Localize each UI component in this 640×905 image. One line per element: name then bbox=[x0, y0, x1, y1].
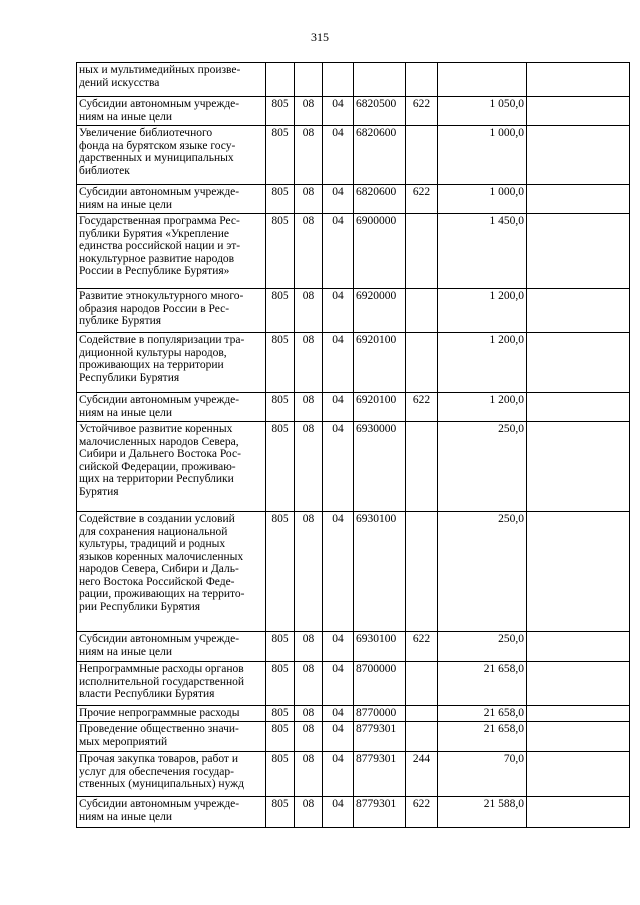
row-ved-cell: 805 bbox=[266, 422, 295, 512]
table-row bbox=[77, 393, 630, 422]
row-sum-cell bbox=[438, 63, 527, 97]
row-rz-cell: 08 bbox=[295, 632, 323, 662]
row-vr-cell: 622 bbox=[406, 393, 438, 422]
row-vr-cell bbox=[406, 289, 438, 333]
table-row bbox=[77, 214, 630, 289]
row-pr-cell: 04 bbox=[323, 662, 354, 706]
row-empty-cell bbox=[527, 63, 630, 97]
row-empty-cell bbox=[527, 289, 630, 333]
row-name-cell: Непрограммные расходы органов исполнительной государственной власти Республики Бурятия bbox=[77, 662, 266, 706]
row-rz-cell: 08 bbox=[295, 126, 323, 185]
row-rz-cell: 08 bbox=[295, 752, 323, 797]
row-vr-cell: 244 bbox=[406, 752, 438, 797]
row-vr-cell: 622 bbox=[406, 797, 438, 828]
row-vr-cell bbox=[406, 706, 438, 722]
row-name-cell: Содействие в создании условий для сохранения национальной культуры, традиций и родных языков коренных малочисленных народов Севера, Сибири и Даль- него Востока Российской Феде- рации, проживающих на террито- рии Республики Бурятия bbox=[77, 512, 266, 632]
table-row bbox=[77, 97, 630, 126]
row-name-cell: Субсидии автономным учрежде- ниям на иные цели bbox=[77, 97, 266, 126]
row-csr-cell bbox=[354, 63, 406, 97]
row-empty-cell bbox=[527, 722, 630, 752]
row-rz-cell: 08 bbox=[295, 662, 323, 706]
row-empty-cell bbox=[527, 126, 630, 185]
row-sum-cell: 70,0 bbox=[438, 752, 527, 797]
table-row bbox=[77, 289, 630, 333]
row-empty-cell bbox=[527, 393, 630, 422]
row-pr-cell: 04 bbox=[323, 97, 354, 126]
row-name-cell: Субсидии автономным учрежде- ниям на иные цели bbox=[77, 632, 266, 662]
row-name-cell: Прочие непрограммные расходы bbox=[77, 706, 266, 722]
row-csr-cell: 6900000 bbox=[354, 214, 406, 289]
row-sum-cell: 1 000,0 bbox=[438, 185, 527, 214]
row-empty-cell bbox=[527, 512, 630, 632]
row-sum-cell: 1 200,0 bbox=[438, 393, 527, 422]
row-ved-cell: 805 bbox=[266, 97, 295, 126]
row-csr-cell: 6820600 bbox=[354, 185, 406, 214]
row-pr-cell bbox=[323, 63, 354, 97]
row-sum-cell: 21 658,0 bbox=[438, 706, 527, 722]
row-ved-cell: 805 bbox=[266, 706, 295, 722]
budget-table bbox=[76, 62, 630, 828]
row-name-cell: Содействие в популяризации тра- диционной культуры народов, проживающих на территории Республики Бурятия bbox=[77, 333, 266, 393]
table-row bbox=[77, 632, 630, 662]
row-pr-cell: 04 bbox=[323, 632, 354, 662]
row-csr-cell: 8779301 bbox=[354, 722, 406, 752]
row-pr-cell: 04 bbox=[323, 214, 354, 289]
row-vr-cell bbox=[406, 333, 438, 393]
row-sum-cell: 21 658,0 bbox=[438, 722, 527, 752]
row-rz-cell: 08 bbox=[295, 512, 323, 632]
row-pr-cell: 04 bbox=[323, 289, 354, 333]
row-pr-cell: 04 bbox=[323, 797, 354, 828]
row-vr-cell bbox=[406, 422, 438, 512]
row-vr-cell bbox=[406, 63, 438, 97]
table-row bbox=[77, 63, 630, 97]
row-name-cell: Субсидии автономным учрежде- ниям на иные цели bbox=[77, 185, 266, 214]
row-ved-cell: 805 bbox=[266, 662, 295, 706]
row-pr-cell: 04 bbox=[323, 706, 354, 722]
row-ved-cell: 805 bbox=[266, 214, 295, 289]
row-ved-cell: 805 bbox=[266, 333, 295, 393]
row-sum-cell: 1 200,0 bbox=[438, 289, 527, 333]
row-csr-cell: 6920100 bbox=[354, 333, 406, 393]
row-csr-cell: 6930100 bbox=[354, 632, 406, 662]
page-number: 315 bbox=[311, 30, 329, 44]
row-vr-cell bbox=[406, 126, 438, 185]
row-rz-cell: 08 bbox=[295, 706, 323, 722]
row-sum-cell: 250,0 bbox=[438, 512, 527, 632]
row-pr-cell: 04 bbox=[323, 512, 354, 632]
row-empty-cell bbox=[527, 185, 630, 214]
row-ved-cell: 805 bbox=[266, 752, 295, 797]
row-vr-cell bbox=[406, 722, 438, 752]
row-pr-cell: 04 bbox=[323, 722, 354, 752]
row-ved-cell: 805 bbox=[266, 797, 295, 828]
row-rz-cell: 08 bbox=[295, 797, 323, 828]
row-name-cell: Увеличение библиотечного фонда на бурятском языке госу- дарственных и муниципальных библиотек bbox=[77, 126, 266, 185]
row-sum-cell: 1 450,0 bbox=[438, 214, 527, 289]
table-row bbox=[77, 512, 630, 632]
row-ved-cell: 805 bbox=[266, 632, 295, 662]
row-rz-cell: 08 bbox=[295, 333, 323, 393]
row-ved-cell bbox=[266, 63, 295, 97]
row-ved-cell: 805 bbox=[266, 126, 295, 185]
row-csr-cell: 8779301 bbox=[354, 752, 406, 797]
row-name-cell: Субсидии автономным учрежде- ниям на иные цели bbox=[77, 393, 266, 422]
row-csr-cell: 6820500 bbox=[354, 97, 406, 126]
table-row bbox=[77, 422, 630, 512]
table-row bbox=[77, 752, 630, 797]
table-row bbox=[77, 185, 630, 214]
row-sum-cell: 1 200,0 bbox=[438, 333, 527, 393]
table-row bbox=[77, 333, 630, 393]
row-name-cell: Развитие этнокультурного много- образия народов России в Рес- публике Бурятия bbox=[77, 289, 266, 333]
row-ved-cell: 805 bbox=[266, 393, 295, 422]
row-empty-cell bbox=[527, 422, 630, 512]
row-rz-cell: 08 bbox=[295, 97, 323, 126]
row-rz-cell: 08 bbox=[295, 214, 323, 289]
table-row bbox=[77, 706, 630, 722]
row-pr-cell: 04 bbox=[323, 422, 354, 512]
row-ved-cell: 805 bbox=[266, 512, 295, 632]
row-vr-cell: 622 bbox=[406, 185, 438, 214]
row-vr-cell bbox=[406, 214, 438, 289]
row-rz-cell bbox=[295, 63, 323, 97]
row-rz-cell: 08 bbox=[295, 722, 323, 752]
row-empty-cell bbox=[527, 797, 630, 828]
row-empty-cell bbox=[527, 706, 630, 722]
row-name-cell: Субсидии автономным учрежде- ниям на иные цели bbox=[77, 797, 266, 828]
row-csr-cell: 6930000 bbox=[354, 422, 406, 512]
row-csr-cell: 6820600 bbox=[354, 126, 406, 185]
row-sum-cell: 21 588,0 bbox=[438, 797, 527, 828]
row-sum-cell: 21 658,0 bbox=[438, 662, 527, 706]
row-rz-cell: 08 bbox=[295, 185, 323, 214]
table-row bbox=[77, 722, 630, 752]
row-empty-cell bbox=[527, 333, 630, 393]
row-ved-cell: 805 bbox=[266, 722, 295, 752]
row-empty-cell bbox=[527, 662, 630, 706]
row-name-cell: Прочая закупка товаров, работ и услуг для обеспечения государ- ственных (муниципальных) нужд bbox=[77, 752, 266, 797]
row-csr-cell: 8770000 bbox=[354, 706, 406, 722]
row-vr-cell bbox=[406, 662, 438, 706]
table-row bbox=[77, 126, 630, 185]
row-pr-cell: 04 bbox=[323, 752, 354, 797]
row-csr-cell: 8700000 bbox=[354, 662, 406, 706]
row-pr-cell: 04 bbox=[323, 126, 354, 185]
row-empty-cell bbox=[527, 97, 630, 126]
row-csr-cell: 8779301 bbox=[354, 797, 406, 828]
row-empty-cell bbox=[527, 632, 630, 662]
row-name-cell: Проведение общественно значи- мых мероприятий bbox=[77, 722, 266, 752]
row-vr-cell bbox=[406, 512, 438, 632]
row-sum-cell: 250,0 bbox=[438, 422, 527, 512]
row-rz-cell: 08 bbox=[295, 289, 323, 333]
row-pr-cell: 04 bbox=[323, 393, 354, 422]
row-sum-cell: 1 050,0 bbox=[438, 97, 527, 126]
row-rz-cell: 08 bbox=[295, 422, 323, 512]
row-sum-cell: 250,0 bbox=[438, 632, 527, 662]
row-vr-cell: 622 bbox=[406, 632, 438, 662]
row-rz-cell: 08 bbox=[295, 393, 323, 422]
row-name-cell: Государственная программа Рес- публики Бурятия «Укрепление единства российской нации и эт- нокультурное развитие народов России в Республике Бурятия» bbox=[77, 214, 266, 289]
row-name-cell: Устойчивое развитие коренных малочисленных народов Севера, Сибири и Дальнего Востока Рос- сийской Федерации, проживаю- щих на территории Республики Бурятия bbox=[77, 422, 266, 512]
row-pr-cell: 04 bbox=[323, 185, 354, 214]
row-csr-cell: 6920000 bbox=[354, 289, 406, 333]
row-pr-cell: 04 bbox=[323, 333, 354, 393]
table-row bbox=[77, 797, 630, 828]
row-name-cell: ных и мультимедийных произве- дений искусства bbox=[77, 63, 266, 97]
row-sum-cell: 1 000,0 bbox=[438, 126, 527, 185]
row-ved-cell: 805 bbox=[266, 289, 295, 333]
row-csr-cell: 6920100 bbox=[354, 393, 406, 422]
table-row bbox=[77, 662, 630, 706]
row-csr-cell: 6930100 bbox=[354, 512, 406, 632]
row-ved-cell: 805 bbox=[266, 185, 295, 214]
row-vr-cell: 622 bbox=[406, 97, 438, 126]
row-empty-cell bbox=[527, 752, 630, 797]
row-empty-cell bbox=[527, 214, 630, 289]
